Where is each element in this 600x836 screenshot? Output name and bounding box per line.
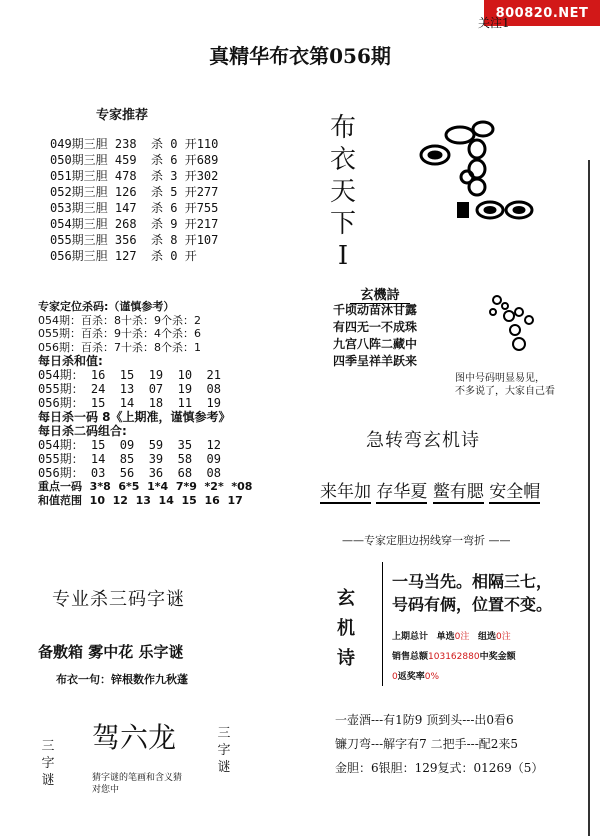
kill-heading: 专家定位杀码:（谨慎参考） bbox=[38, 300, 175, 313]
note-line: 猜字谜的笔画和含义猜 bbox=[92, 773, 183, 783]
expert-row: 054期三胆 268 杀 9 开217 bbox=[50, 217, 219, 231]
lainian-line bbox=[320, 477, 540, 502]
hint-line: 不多说了，大家自己看 bbox=[455, 386, 555, 397]
expert-picks-list bbox=[50, 136, 218, 264]
poem-line: 千顷动苗沐甘露 bbox=[333, 303, 418, 317]
title-char: 下 bbox=[329, 209, 356, 239]
label-char: 三 bbox=[41, 739, 55, 754]
stats-label: 中奖金额 bbox=[479, 652, 516, 662]
expert-picks-title: 专家推荐 bbox=[96, 108, 149, 123]
xuanji-line: 一马当先。相隔三七， bbox=[392, 572, 553, 591]
zimi-note bbox=[92, 772, 212, 796]
pair-line: 一壶酒---有1防9 顶到头---出0看6 bbox=[335, 713, 514, 727]
hint-line: 图中号码明显易见， bbox=[455, 373, 545, 384]
expert-row: 053期三胆 147 杀 6 开755 bbox=[50, 201, 219, 215]
riddle-pairs bbox=[335, 708, 543, 780]
page-border bbox=[588, 160, 590, 836]
stats-label: 组选 bbox=[477, 632, 496, 642]
hint-text bbox=[455, 372, 555, 398]
stats-value: 0注 bbox=[454, 632, 470, 642]
title-char: I bbox=[337, 241, 349, 271]
pair-line: 金胆：6银胆：129复式：01269（5） bbox=[335, 761, 544, 775]
title-char: 玄 bbox=[337, 588, 355, 609]
expert-row: 056期三胆 127 杀 0 开 bbox=[50, 249, 197, 263]
kill-row: 056期：百杀：7十杀：8个杀：1 bbox=[38, 340, 201, 354]
xuanji-vertical-title bbox=[334, 584, 358, 674]
focus-code: 重点一码 3*8 6*5 1*4 7*9 *2* *08 bbox=[38, 480, 253, 493]
label-char: 三 bbox=[217, 726, 231, 741]
stats-value: 103162880 bbox=[428, 652, 480, 662]
stats-label: 单选 bbox=[436, 632, 455, 642]
poem-line: 有四无一不成珠 bbox=[333, 320, 418, 334]
label-char: 字 bbox=[41, 756, 55, 771]
kill-row: 055期： 24 13 07 19 08 bbox=[38, 382, 221, 396]
buyi-tianxia-title bbox=[325, 112, 361, 272]
poem-line: 九宫八阵二藏中 bbox=[333, 337, 418, 351]
expert-row: 049期三胆 238 杀 0 开110 bbox=[50, 137, 219, 151]
kill-heading: 每日杀和值: bbox=[38, 354, 103, 368]
expert-row: 055期三胆 356 杀 8 开107 bbox=[50, 233, 219, 247]
stats-label: 上期总计 bbox=[392, 632, 429, 642]
label-char: 谜 bbox=[41, 773, 55, 788]
pair-line: 镰刀弯---解字有7 二把手---配2来5 bbox=[335, 737, 519, 751]
site-badge[interactable]: 800820.NET bbox=[484, 0, 600, 26]
expert-row: 050期三胆 459 杀 6 开689 bbox=[50, 153, 219, 167]
poem-line: 四季呈祥羊跃来 bbox=[333, 354, 418, 368]
zimi-label-right bbox=[214, 725, 234, 776]
sum-range: 和值范围 10 12 13 14 15 16 17 bbox=[38, 493, 243, 507]
kill-heading: 每日杀二码组合: bbox=[38, 424, 127, 438]
page-title: 真精华布衣第056期 bbox=[209, 44, 391, 68]
expert-row: 052期三胆 126 杀 5 开277 bbox=[50, 185, 219, 199]
stats-value: 0注 bbox=[495, 632, 511, 642]
title-char: 机 bbox=[337, 618, 355, 639]
beifu-line: 备敷箱 雾中花 乐字谜 bbox=[38, 643, 184, 661]
expert-row: 051期三胆 478 杀 3 开302 bbox=[50, 169, 219, 183]
poem-header: 玄機詩 bbox=[350, 284, 410, 304]
riddle-picture bbox=[405, 115, 555, 225]
label-char: 谜 bbox=[217, 760, 231, 775]
stats-row bbox=[392, 627, 516, 647]
riddle-word: 来年加 bbox=[320, 482, 371, 502]
kill-row: 056期： 03 56 36 68 08 bbox=[38, 466, 221, 480]
title-char: 布 bbox=[329, 113, 356, 143]
zhuanye-title: 专业杀三码字谜 bbox=[52, 589, 185, 610]
jizhuan-title: 急转弯玄机诗 bbox=[366, 430, 480, 451]
buyi-yiju: 布衣一句：锌根数作九秋蓬 bbox=[56, 673, 188, 686]
title-char: 天 bbox=[329, 177, 356, 207]
note-line: 对您中 bbox=[92, 785, 120, 795]
xuanji-line: 号码有俩，位置不变。 bbox=[392, 595, 553, 614]
kill-row: 056期： 15 14 18 11 19 bbox=[38, 396, 221, 410]
kill-row: 054期：百杀：8十杀：9个杀：2 bbox=[38, 313, 201, 327]
title-char: 诗 bbox=[337, 648, 355, 669]
poem-lines bbox=[333, 302, 417, 370]
follow-text: 关注1 bbox=[478, 16, 510, 30]
zimi-label-left bbox=[38, 738, 58, 789]
stats-label: 返奖率 bbox=[397, 672, 425, 682]
poem-picture bbox=[475, 292, 545, 352]
stats-label: 销售总额 bbox=[392, 652, 429, 662]
kill-codes-block bbox=[38, 300, 252, 507]
stats-value: 0% bbox=[424, 672, 440, 682]
jialiu-riddle: 驾六龙 bbox=[92, 721, 177, 754]
kill-row: 054期： 16 15 19 10 21 bbox=[38, 368, 221, 382]
label-char: 字 bbox=[217, 743, 231, 758]
bian-title: ——专家定胆边拐线穿一弯折 —— bbox=[342, 534, 511, 547]
riddle-word: 存华夏 bbox=[376, 482, 428, 502]
kill-heading: 每日杀一码 8《上期准，谨慎参考》 bbox=[38, 410, 231, 424]
last-stats bbox=[392, 627, 516, 687]
stats-value: 0 bbox=[392, 672, 398, 682]
kill-row: 054期： 15 09 59 35 12 bbox=[38, 438, 221, 452]
riddle-word: 安全帽 bbox=[489, 482, 541, 502]
kill-row: 055期：百杀：9十杀：4个杀：6 bbox=[38, 327, 201, 340]
stats-row bbox=[392, 667, 516, 687]
riddle-word: 鳖有腮 bbox=[432, 482, 484, 502]
stats-row bbox=[392, 647, 516, 667]
title-char: 衣 bbox=[329, 145, 356, 175]
kill-row: 055期： 14 85 39 58 09 bbox=[38, 452, 221, 466]
